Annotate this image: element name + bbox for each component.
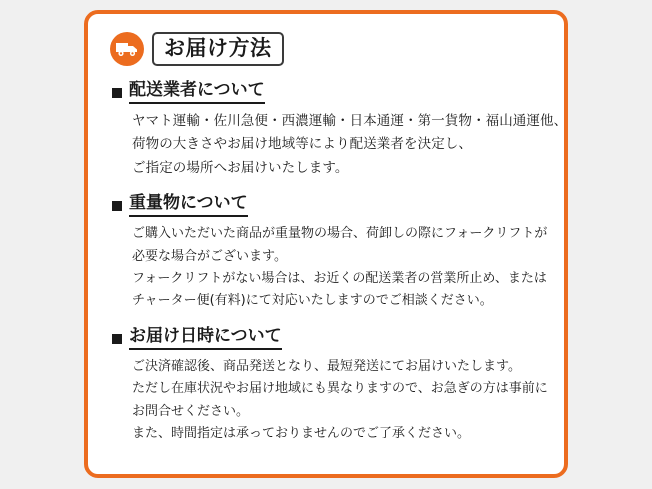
section-body — [132, 223, 548, 312]
panel-inner — [88, 14, 568, 474]
panel-header — [110, 32, 542, 66]
section-heading-row — [112, 326, 542, 350]
section-heading-row — [112, 193, 542, 217]
body-line: ただし在庫状況やお届け地域にも異なりますので、お急ぎの方は事前に — [132, 381, 548, 397]
section-body — [132, 110, 568, 180]
body-line: フォークリフトがない場合は、お近くの配送業者の営業所止め、または — [132, 270, 547, 286]
body-line: お問合せください。 — [132, 403, 250, 419]
page-title: お届け方法 — [164, 36, 272, 61]
square-bullet-icon — [112, 334, 122, 344]
body-line: ご購入いただいた商品が重量物の場合、荷卸しの際にフォークリフトが — [132, 226, 548, 242]
body-line: 荷物の大きさやお届け地域等により配送業者を決定し、 — [132, 136, 472, 153]
body-line: ヤマト運輸・佐川急便・西濃運輸・日本通運・第一貨物・福山通運他、 — [132, 113, 568, 130]
section-heading: 配送業者について — [129, 80, 265, 104]
section-carriers — [110, 80, 568, 180]
body-line: また、時間指定は承っておりませんのでご了承ください。 — [132, 425, 471, 441]
square-bullet-icon — [112, 88, 122, 98]
section-body — [132, 356, 548, 445]
section-heading: お届け日時について — [129, 326, 282, 350]
body-line: 必要な場合がございます。 — [132, 248, 287, 264]
square-bullet-icon — [112, 201, 122, 211]
panel-title-box — [152, 32, 284, 65]
section-heading-row — [112, 80, 542, 104]
body-line: チャーター便(有料)にて対応いたしますのでご相談ください。 — [132, 293, 493, 309]
body-line: ご決済確認後、商品発送となり、最短発送にてお届けいたします。 — [132, 358, 521, 374]
body-line: ご指定の場所へお届けいたします。 — [132, 159, 349, 176]
shipping-info-panel — [84, 10, 568, 478]
section-heading: 重量物について — [129, 193, 248, 217]
delivery-truck-icon — [110, 32, 144, 66]
section-heavy-items — [110, 192, 548, 313]
section-delivery-datetime — [110, 325, 548, 446]
